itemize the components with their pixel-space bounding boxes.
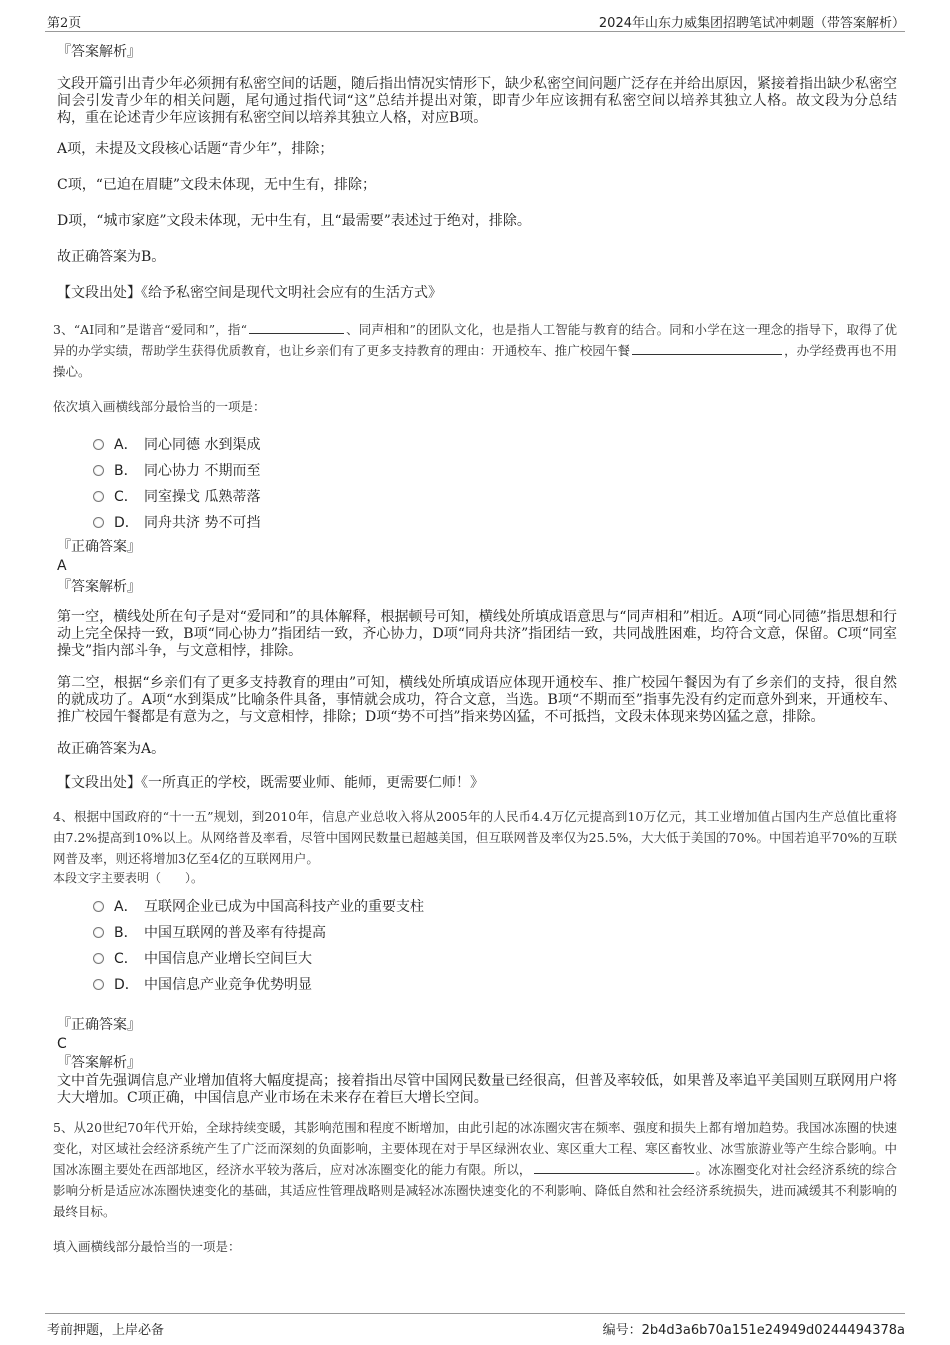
question-stem: 5、从20世纪70年代开始，全球持续变暖，其影响范围和程度不断增加，由此引起的冰冻圈灾害在频率、强度和损失上都有增加趋势。我国冰冻圈的快速变化，对区域社会经济系统产生了广泛而深刻的负面影响，主要体现在对于旱区绿洲农业、寒区重大工程、寒区畜牧业、冰雪旅游业等产生综合影响。中国冰冻圈主要处在西部地区，经济水平较为落后，应对冰冻圈变化的能力有限。所以， 。冰冻圈变化对社会经济系统的综合影响分析是适应冰冻圈快速变化的基础，其适应性管理战略则是减轻冰冻圈快速变化的不利影响、降低自然和社会经济系统损失，进而减缓其不利影响的最终目标。 <box>53 1120 897 1219</box>
page-header <box>0 0 950 34</box>
question-instruction: 本段文字主要表明（ ）。 <box>53 871 204 885</box>
option-c[interactable]: C． 同室操戈 瓜熟蒂落 <box>93 483 897 509</box>
radio-icon[interactable] <box>93 901 104 912</box>
question-3 <box>53 319 897 792</box>
analysis-paragraph-2: 第二空，根据“乡亲们有了更多支持教育的理由”可知，横线处所填成语应体现开通校车、推广校园午餐因为有了乡亲们的支持，很自然的就成功了。A项“水到渠成”比喻条件具备，事情就会成功，符合文意，当选。B项“不期而至”指事先没有约定而意外到来，开通校车、推广校园午餐都是有意为之，与文意相悖，排除；D项“势不可挡”指来势凶猛，不可抵挡，文段未体现来势凶猛之意，排除。 <box>57 675 897 725</box>
analysis-option-d: D项，“城市家庭”文段未体现，无中生有，且“最需要”表述过于绝对，排除。 <box>57 213 531 229</box>
option-b[interactable]: B． 中国互联网的普及率有待提高 <box>93 919 897 945</box>
question-5 <box>53 1117 897 1257</box>
document-title: 2024年山东力威集团招聘笔试冲刺题（带答案解析） <box>598 16 905 31</box>
analysis-label: 『答案解析』 <box>57 579 141 595</box>
option-a[interactable]: A． 同心同德 水到渠成 <box>93 431 897 457</box>
radio-icon[interactable] <box>93 979 104 990</box>
radio-icon[interactable] <box>93 953 104 964</box>
radio-icon[interactable] <box>93 465 104 476</box>
question-instruction: 依次填入画横线部分最恰当的一项是： <box>53 399 266 414</box>
question-stem: 3、“AI同和”是谐音“爱同和”，指“ 、同声相和”的团队文化，也是指人工智能与教育的结合。同和小学在这一理念的指导下，取得了优异的办学实绩，帮助学生获得优质教育，也让乡亲们有了更多支持教育的理由：开通校车、推广校园午餐 ，办学经费再也不用操心。 <box>53 322 897 379</box>
analysis-option-c: C项，“已迫在眉睫”文段未体现，无中生有，排除； <box>57 177 377 193</box>
question-2-analysis <box>57 42 897 302</box>
analysis-paragraph-1: 第一空，横线处所在句子是对“爱同和”的具体解释，根据顿号可知，横线处所填成语意思与“同声相和”相近。A项“同心同德”指思想和行动上完全保持一致，B项“同心协力”指团结一致，齐心协力，D项“同舟共济”指团结一致，共同战胜困难，均符合文意，保留。C项“同室操戈”指内部斗争，与文意相悖，排除。 <box>57 609 897 659</box>
radio-icon[interactable] <box>93 439 104 450</box>
fill-blank-1 <box>249 321 344 334</box>
analysis-label: 『答案解析』 <box>57 44 141 60</box>
footer-divider <box>45 1313 905 1314</box>
page-footer <box>0 1308 950 1345</box>
correct-answer: C <box>57 1036 67 1052</box>
analysis-option-a: A项，未提及文段核心话题“青少年”，排除； <box>57 141 334 157</box>
correct-answer-label: 『正确答案』 <box>57 539 141 555</box>
question-4 <box>53 806 897 1107</box>
source-citation: 【文段出处】《一所真正的学校，既需要业师、能师，更需要仁师！》 <box>57 775 484 791</box>
source-citation: 【文段出处】《给予私密空间是现代文明社会应有的生活方式》 <box>57 285 442 301</box>
correct-answer-label: 『正确答案』 <box>57 1017 141 1033</box>
question-stem: 4、根据中国政府的“十一五”规划，到2010年，信息产业总收入将从2005年的人民币4.4万亿元提高到10万亿元，其工业增加值占国内生产总值比重将由7.2%提高到10%以上。从网络普及率看，尽管中国网民数量已超越美国，但互联网普及率仅为25.5%，大大低于美国的70%。中国若追平70%的互联网普及率，则还将增加3亿至4亿的互联网用户。 <box>53 809 897 866</box>
header-divider <box>45 31 905 32</box>
page-content <box>53 42 897 1257</box>
question-instruction: 填入画横线部分最恰当的一项是： <box>53 1239 241 1254</box>
analysis-paragraph: 文中首先强调信息产业增加值将大幅度提高；接着指出尽管中国网民数量已经很高，但普及率较低，如果普及率追平美国则互联网用户将大大增加。C项正确，中国信息产业市场在未来存在着巨大增长空间。 <box>57 1073 897 1106</box>
analysis-conclusion: 故正确答案为A。 <box>57 741 166 757</box>
fill-blank-2 <box>632 342 782 355</box>
analysis-paragraph: 文段开篇引出青少年必须拥有私密空间的话题，随后指出情况实情形下，缺少私密空间问题广泛存在并给出原因，紧接着指出缺少私密空间会引发青少年的相关问题，尾句通过指代词“这”总结并提出对策，即青少年应该拥有私密空间以培养其独立人格。故文段为分总结构，重在论述青少年应该拥有私密空间以培养其独立人格，对应B项。 <box>57 76 897 126</box>
radio-icon[interactable] <box>93 491 104 502</box>
analysis-label: 『答案解析』 <box>57 1055 141 1071</box>
option-d[interactable]: D． 同舟共济 势不可挡 <box>93 509 897 535</box>
document-code: 编号：2b4d3a6b70a151e24949d0244494378a <box>602 1323 905 1338</box>
option-c[interactable]: C． 中国信息产业增长空间巨大 <box>93 945 897 971</box>
fill-blank <box>534 1161 694 1174</box>
footer-slogan: 考前押题，上岸必备 <box>47 1323 165 1338</box>
answer-options <box>53 893 897 997</box>
radio-icon[interactable] <box>93 517 104 528</box>
option-a[interactable]: A． 互联网企业已成为中国高科技产业的重要支柱 <box>93 893 897 919</box>
page-number: 第2页 <box>47 16 82 31</box>
correct-answer: A <box>57 558 67 574</box>
answer-options <box>53 431 897 535</box>
radio-icon[interactable] <box>93 927 104 938</box>
option-b[interactable]: B． 同心协力 不期而至 <box>93 457 897 483</box>
option-d[interactable]: D． 中国信息产业竞争优势明显 <box>93 971 897 997</box>
analysis-conclusion: 故正确答案为B。 <box>57 249 166 265</box>
